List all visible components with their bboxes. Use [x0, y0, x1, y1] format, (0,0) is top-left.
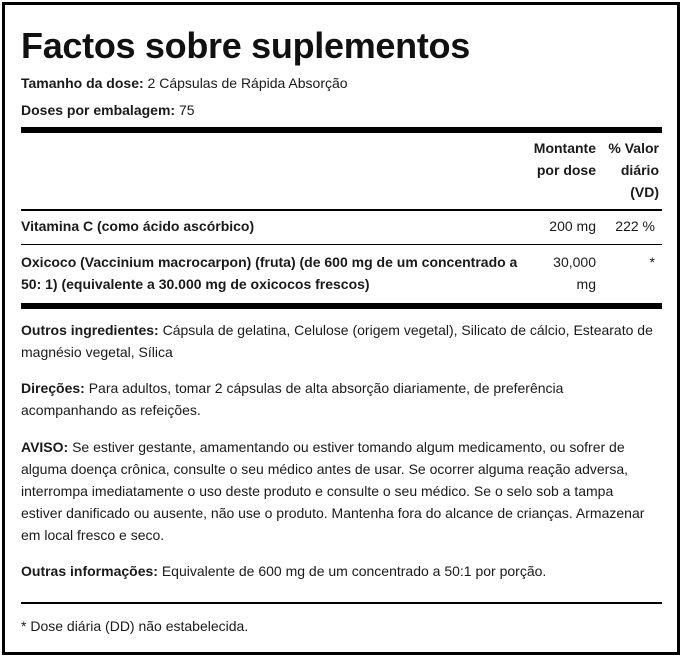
directions-line1: Para adultos, tomar 2 cápsulas de alta absorção diariamente, de preferência	[84, 380, 564, 396]
nutrient-amount-cranberry-line2: mg	[576, 276, 596, 292]
other-ingredients-line1: Cápsula de gelatina, Celulose (origem vegetal), Silicato de cálcio, Estearato de	[158, 322, 653, 338]
nutrient-amount-cranberry-line1: 30,000	[553, 254, 596, 270]
nutrient-name-vitamin-c: Vitamina C (como ácido ascórbico)	[21, 218, 255, 234]
header-amount-line2: por dose	[536, 162, 596, 178]
servings-per-container	[21, 101, 195, 119]
warning-line2: alguma doença crônica, consulte o seu médico antes de usar. Se ocorrer alguma reação adversa,	[21, 461, 629, 477]
header-amount-per-serving	[516, 137, 596, 181]
directions-line2: acompanhando as refeições.	[21, 402, 201, 418]
warning	[21, 436, 662, 546]
thick-divider-top	[21, 127, 662, 133]
serving-size-value: 2 Cápsulas de Rápida Absorção	[147, 75, 348, 91]
directions	[21, 377, 662, 421]
directions-label: Direções:	[21, 380, 85, 396]
warning-line1: Se estiver gestante, amamentando ou estiver tomando algum medicamento, ou sofrer de	[68, 439, 625, 455]
warning-line5: em local fresco e seco.	[21, 527, 165, 543]
warning-label: AVISO:	[21, 439, 69, 455]
other-info-text: Equivalente de 600 mg de um concentrado a 50:1 por porção.	[157, 563, 547, 579]
supplement-facts-panel	[2, 2, 680, 655]
thick-divider-bottom	[21, 303, 662, 309]
other-info-label: Outras informações:	[21, 563, 158, 579]
divider-header	[21, 209, 662, 211]
divider-row	[21, 244, 662, 245]
servings-per-container-value: 75	[178, 102, 195, 118]
warning-line4: estiver danificado ou ausente, não use o produto. Mantenha fora do alcance de crianças. Armazenar	[21, 505, 645, 521]
header-dv-line3: (VD)	[630, 184, 659, 200]
nutrient-dv-vitamin-c: 222 %	[615, 218, 655, 234]
header-amount-line1: Montante	[533, 140, 596, 156]
serving-size-label: Tamanho da dose:	[21, 75, 144, 91]
footnote: * Dose diária (DD) não estabelecida.	[21, 618, 249, 634]
servings-per-container-label: Doses por embalagem:	[21, 102, 176, 118]
serving-size	[21, 74, 348, 92]
warning-line3: interrompa imediatamente o uso deste produto e consulte o seu médico. Se o selo sob a tampa	[21, 483, 614, 499]
header-dv-line1: % Valor	[608, 140, 659, 156]
header-dv-line2: diário	[620, 162, 659, 178]
nutrient-amount-vitamin-c: 200 mg	[549, 218, 596, 234]
nutrient-name-cranberry-line1: Oxicoco (Vaccinium macrocarpon) (fruta) (de 600 mg de um concentrado a	[21, 254, 518, 270]
other-ingredients-label: Outros ingredientes:	[21, 322, 159, 338]
panel-content	[21, 5, 662, 652]
other-ingredients	[21, 319, 662, 363]
nutrient-dv-cranberry: *	[649, 254, 655, 270]
divider-footnote	[21, 602, 662, 604]
nutrient-name-cranberry-line2: 50: 1) (equivalente a 30.000 mg de oxicocos frescos)	[21, 276, 370, 292]
header-daily-value	[599, 137, 659, 203]
other-info	[21, 560, 662, 582]
other-ingredients-line2: magnésio vegetal, Sílica	[21, 344, 173, 360]
panel-title: Factos sobre suplementos	[21, 25, 470, 66]
